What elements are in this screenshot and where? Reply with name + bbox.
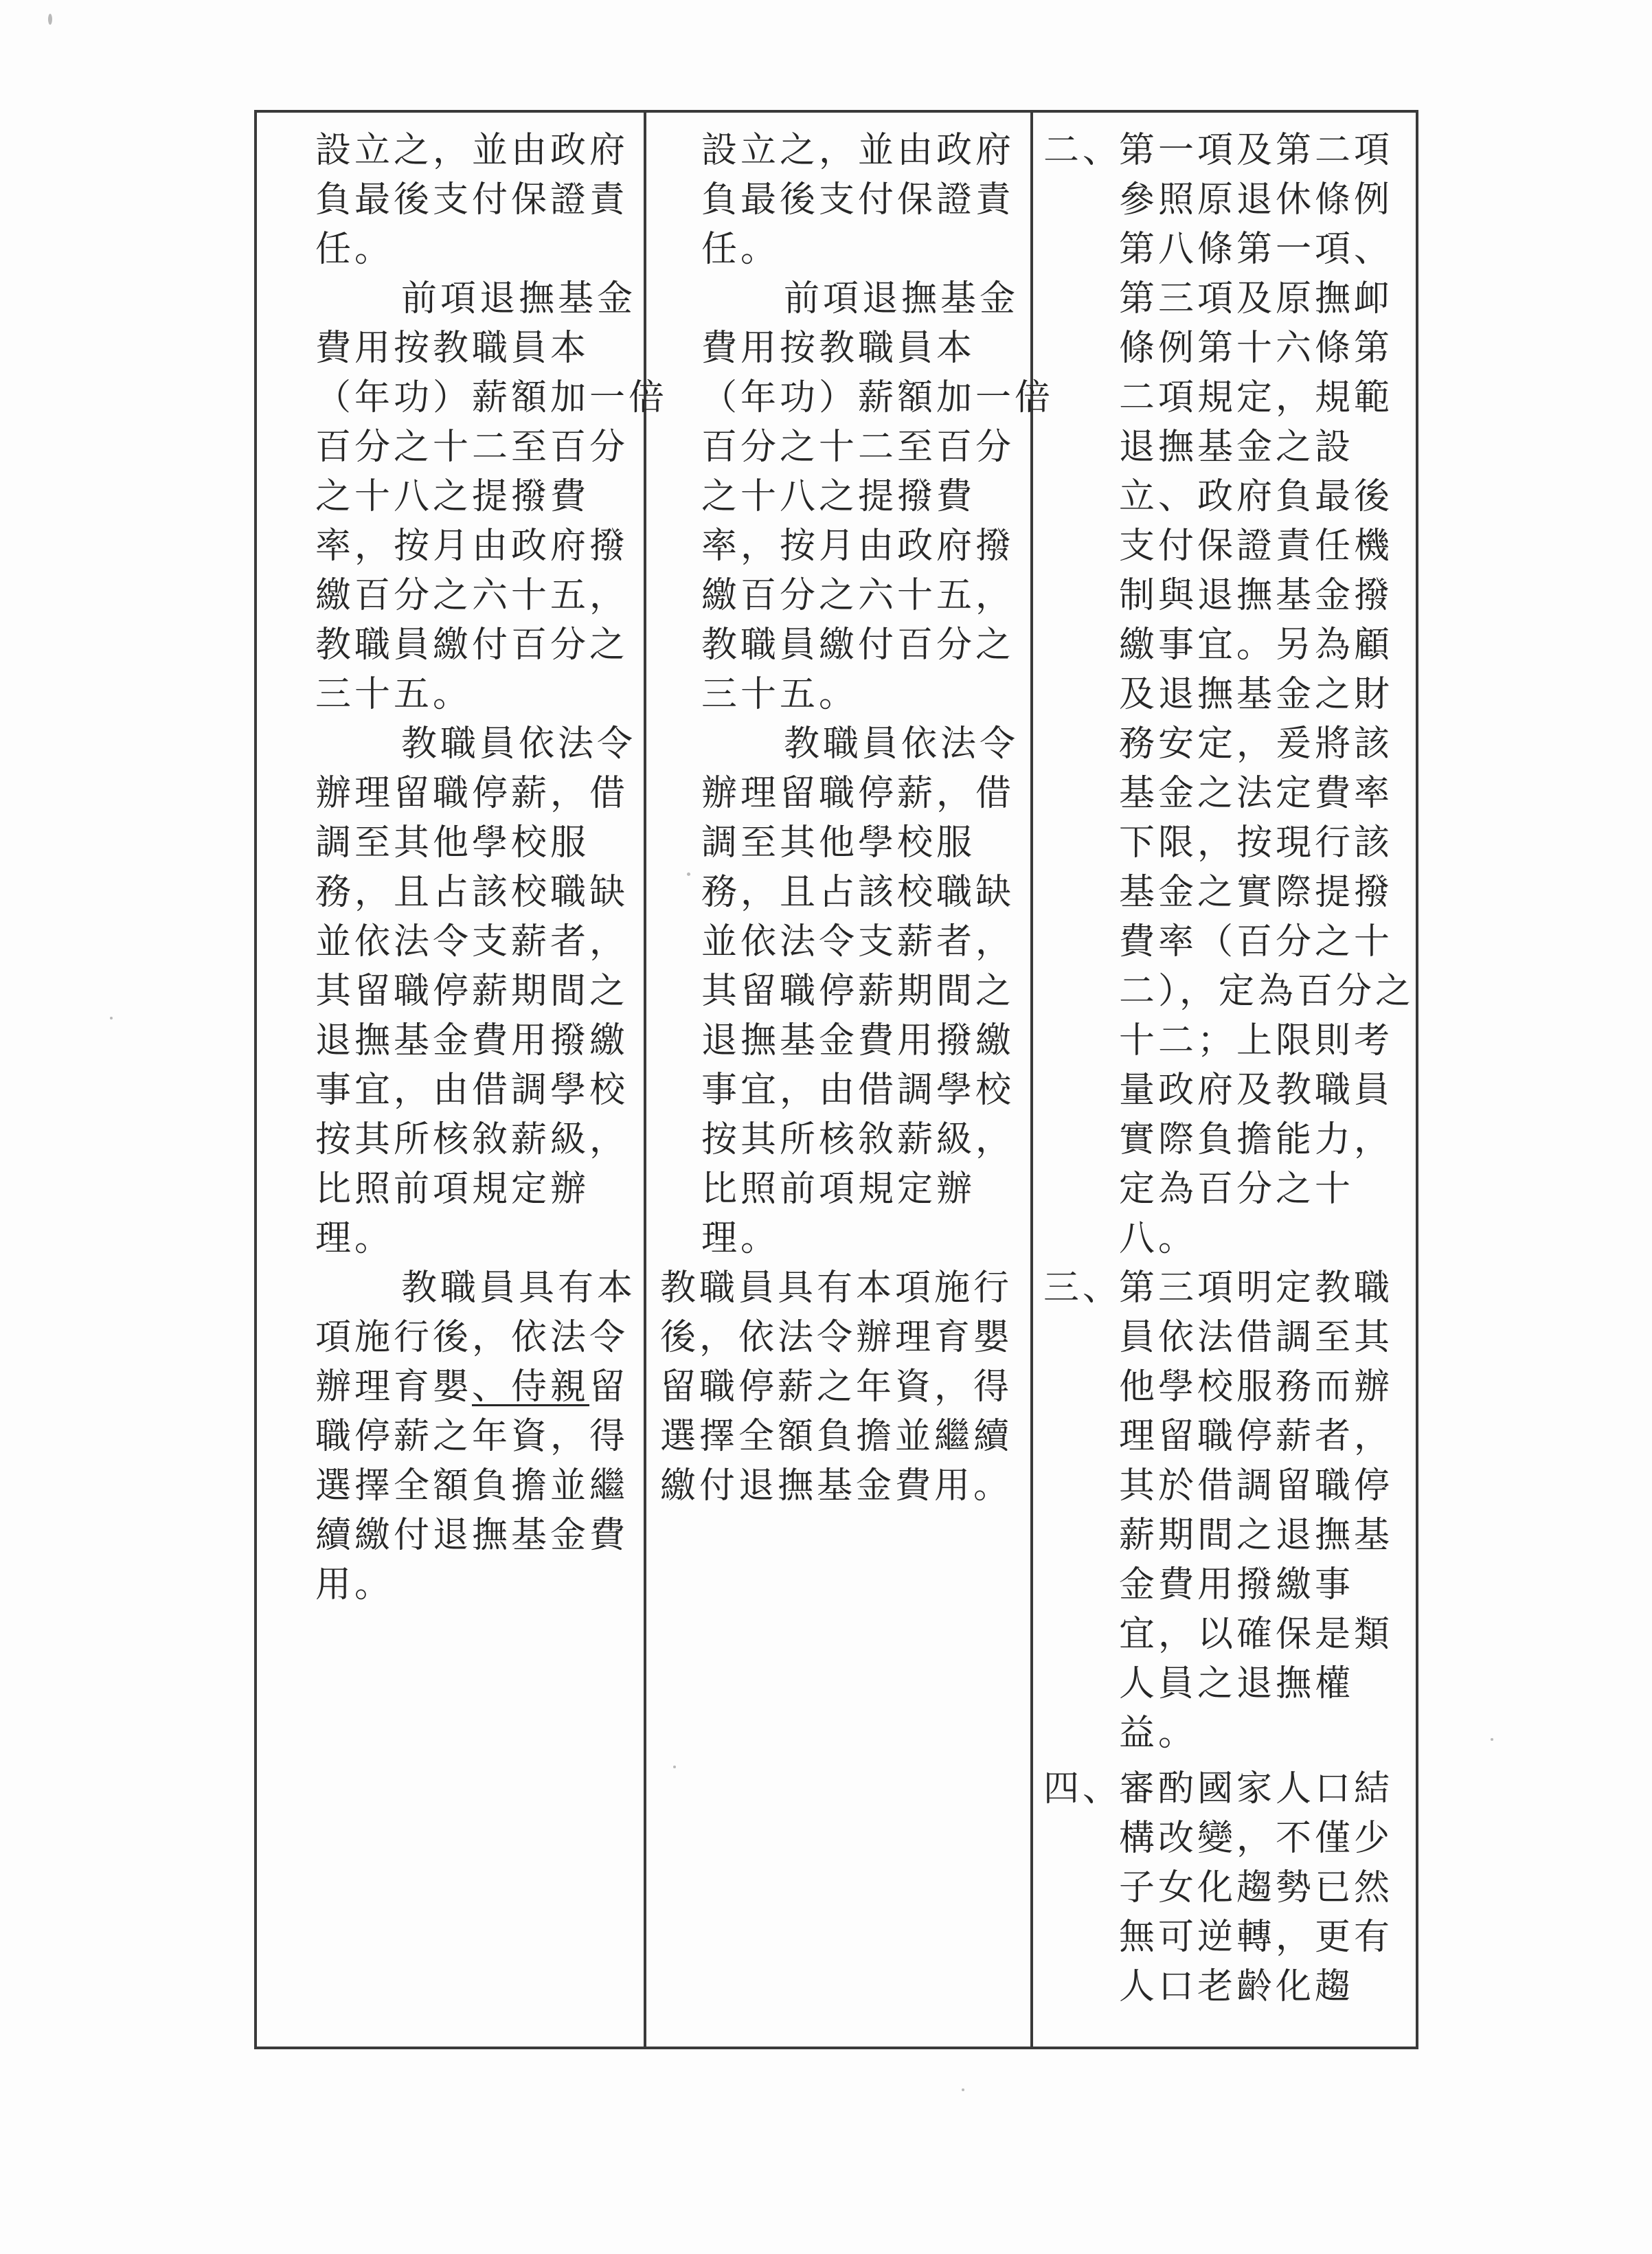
- text-line: 益。: [1119, 1713, 1198, 1754]
- text-line: 審酌國家人口結: [1119, 1768, 1394, 1810]
- text-line: 理。: [315, 1218, 394, 1259]
- text-line: 按其所核敘薪級，: [701, 1119, 1015, 1160]
- scan-speck: [1491, 1738, 1493, 1741]
- text-line: 第一項及第二項: [1119, 130, 1394, 171]
- text-line: 繳付退撫基金費用。: [660, 1465, 1013, 1507]
- text-line: 退撫基金費用撥繳: [701, 1020, 1015, 1061]
- text-line: 三十五。: [315, 674, 473, 715]
- text-line: 選擇全額負擔並繼: [315, 1465, 629, 1507]
- text-line: 第八條第一項、: [1119, 229, 1394, 270]
- text-line: 前項退撫基金: [784, 278, 1019, 319]
- text-line: 十二；上限則考: [1119, 1020, 1394, 1061]
- text-line: 用。: [315, 1564, 394, 1605]
- text-line: 率，按月由政府撥: [701, 526, 1015, 567]
- text-line: 基金之實際提撥: [1119, 872, 1394, 913]
- text-line: 續繳付退撫基金費: [315, 1515, 629, 1556]
- text-line: 金費用撥繳事: [1119, 1564, 1355, 1605]
- text-line: 八。: [1119, 1218, 1198, 1259]
- text-line: （年功）薪額加一倍: [315, 377, 668, 418]
- text-line: 事宜，由借調學校: [701, 1070, 1015, 1111]
- text-line: 前項退撫基金: [401, 278, 637, 319]
- text-line: 務，且占該校職缺: [701, 872, 1015, 913]
- text-line: 設立之，並由政府: [701, 130, 1015, 171]
- text-line: 及退撫基金之財: [1119, 674, 1394, 715]
- text-line: 職停薪之年資，得: [315, 1416, 629, 1457]
- text-line: 留職停薪之年資，得: [660, 1366, 1013, 1408]
- text-line: 無可逆轉，更有: [1119, 1917, 1394, 1958]
- text-line: 並依法令支薪者，: [701, 921, 1015, 962]
- text-line: （年功）薪額加一倍: [701, 377, 1054, 418]
- text-line: 之十八之提撥費: [315, 476, 590, 517]
- text-line: 條例第十六條第: [1119, 328, 1394, 369]
- text-line: 繳百分之六十五，: [315, 575, 629, 616]
- text-line: 三十五。: [701, 674, 859, 715]
- text-line: 人口老齡化趨: [1119, 1966, 1355, 2007]
- text-line: 項施行後，依法令: [315, 1317, 629, 1358]
- text-line: 教職員繳付百分之: [701, 624, 1015, 666]
- text-line: 其留職停薪期間之: [315, 971, 629, 1012]
- text-line: 費用按教職員本: [315, 328, 590, 369]
- item-marker: 四、: [1043, 1768, 1122, 1810]
- text-line: 調至其他學校服: [315, 822, 590, 864]
- text-line: 量政府及教職員: [1119, 1070, 1394, 1111]
- text-line: 其於借調留職停: [1119, 1465, 1394, 1507]
- text-line: 繳事宜。另為顧: [1119, 624, 1394, 666]
- text-line: 退撫基金之設: [1119, 427, 1355, 468]
- scan-speck: [110, 1017, 113, 1019]
- text-line: 務，且占該校職缺: [315, 872, 629, 913]
- text-line: 定為百分之十: [1119, 1169, 1355, 1210]
- text-line: 費率（百分之十: [1119, 921, 1394, 962]
- text-line: 比照前項規定辦: [315, 1169, 590, 1210]
- text-line: 他學校服務而辦: [1119, 1366, 1394, 1408]
- text-line: 二），定為百分之: [1119, 971, 1415, 1012]
- text-line: 支付保證責任機: [1119, 526, 1394, 567]
- text-line: 任。: [701, 229, 780, 270]
- text-line: 任。: [315, 229, 394, 270]
- text-line: 教職員依法令: [401, 723, 637, 765]
- text-line: 辦理留職停薪，借: [315, 773, 629, 814]
- text-line: 選擇全額負擔並繼續: [660, 1416, 1013, 1457]
- text-line: 退撫基金費用撥繳: [315, 1020, 629, 1061]
- text-line: 率，按月由政府撥: [315, 526, 629, 567]
- text-line: 百分之十二至百分: [315, 427, 629, 468]
- text-line: 百分之十二至百分: [701, 427, 1015, 468]
- text-line: 參照原退休條例: [1119, 179, 1394, 221]
- text-segment: 留: [589, 1366, 629, 1408]
- text-line: 理留職停薪者，: [1119, 1416, 1394, 1457]
- item-marker: 三、: [1043, 1267, 1122, 1309]
- text-line: 務安定，爰將該: [1119, 723, 1394, 765]
- text-line: 二項規定，規範: [1119, 377, 1394, 418]
- text-line: 員依法借調至其: [1119, 1317, 1394, 1358]
- text-line: 其留職停薪期間之: [701, 971, 1015, 1012]
- text-line: 負最後支付保證責: [315, 179, 629, 221]
- text-line: 立、政府負最後: [1119, 476, 1394, 517]
- text-line: 構改變，不僅少: [1119, 1818, 1394, 1859]
- text-line: 教職員具有本: [401, 1267, 637, 1309]
- text-segment: 辦理育嬰: [315, 1366, 473, 1408]
- text-line: 按其所核敘薪級，: [315, 1119, 629, 1160]
- text-line: 並依法令支薪者，: [315, 921, 629, 962]
- text-line: 理。: [701, 1218, 780, 1259]
- item-marker: 二、: [1043, 130, 1122, 171]
- text-line: 後，依法令辦理育嬰: [660, 1317, 1013, 1358]
- text-line: 薪期間之退撫基: [1119, 1515, 1394, 1556]
- text-line: 設立之，並由政府: [315, 130, 629, 171]
- text-line-with-insertion: [315, 1363, 629, 1411]
- text-line: 教職員繳付百分之: [315, 624, 629, 666]
- text-line: 比照前項規定辦: [701, 1169, 976, 1210]
- text-line: 調至其他學校服: [701, 822, 976, 864]
- text-line: 第三項及原撫卹: [1119, 278, 1394, 319]
- scan-speck: [962, 2088, 964, 2091]
- text-line: 教職員依法令: [784, 723, 1019, 765]
- text-line: 教職員具有本項施行: [660, 1267, 1013, 1309]
- text-line: 實際負擔能力，: [1119, 1119, 1394, 1160]
- inserted-text: 、侍親: [472, 1366, 590, 1408]
- text-line: 事宜，由借調學校: [315, 1070, 629, 1111]
- comparison-table: [254, 110, 1418, 2049]
- text-line: 費用按教職員本: [701, 328, 976, 369]
- text-line: 第三項明定教職: [1119, 1267, 1394, 1309]
- text-line: 下限，按現行該: [1119, 822, 1394, 864]
- text-line: 宜，以確保是類: [1119, 1614, 1394, 1655]
- text-line: 子女化趨勢已然: [1119, 1867, 1394, 1908]
- text-line: 基金之法定費率: [1119, 773, 1394, 814]
- text-line: 辦理留職停薪，借: [701, 773, 1015, 814]
- text-line: 人員之退撫權: [1119, 1663, 1355, 1704]
- text-line: 制與退撫基金撥: [1119, 575, 1394, 616]
- scan-speck: [48, 14, 52, 25]
- text-line: 負最後支付保證責: [701, 179, 1015, 221]
- text-line: 繳百分之六十五，: [701, 575, 1015, 616]
- text-line: 之十八之提撥費: [701, 476, 976, 517]
